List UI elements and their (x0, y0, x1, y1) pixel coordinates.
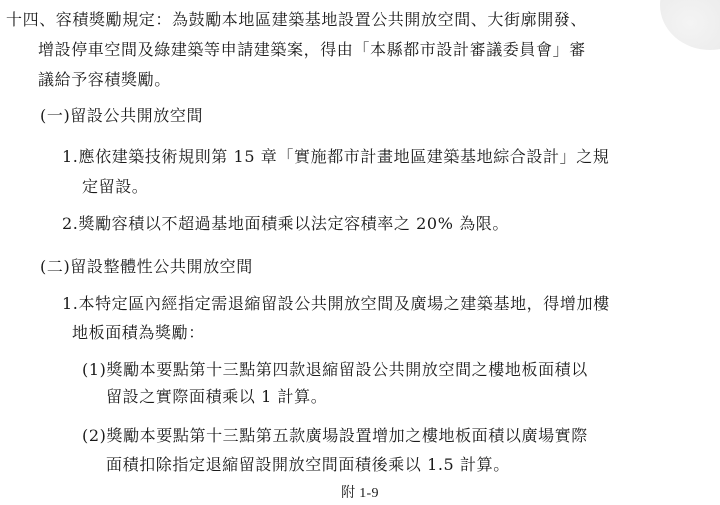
section-2-heading: (二)留設整體性公共開放空間 (40, 257, 253, 276)
section-2-subitem-2-line-1: (2)獎勵本要點第十三點第五款廣場設置增加之樓地板面積以廣場實際 (82, 426, 588, 445)
clause-14-line-1: 十四、容積獎勵規定：為鼓勵本地區建築基地設置公共開放空間、大街廓開發、 (6, 10, 588, 29)
clause-14-line-2: 增設停車空間及綠建築等申請建築案，得由「本縣都市設計審議委員會」審 (38, 40, 586, 59)
section-1-item-1-line-2: 定留設。 (82, 177, 149, 196)
section-2-subitem-1-line-1: (1)獎勵本要點第十三點第四款退縮留設公共開放空間之樓地板面積以 (82, 360, 588, 379)
page-corner-shadow (660, 0, 720, 50)
section-1-heading: (一)留設公共開放空間 (40, 106, 204, 125)
section-2-subitem-2-line-2: 面積扣除指定退縮留設開放空間面積後乘以 1.5 計算。 (106, 455, 510, 474)
section-1-item-2: 2.獎勵容積以不超過基地面積乘以法定容積率之 20% 為限。 (62, 214, 510, 233)
section-2-subitem-1-line-2: 留設之實際面積乘以 1 計算。 (106, 387, 328, 406)
section-2-item-1-line-2: 地板面積為獎勵： (72, 323, 205, 342)
section-2-item-1-line-1: 1.本特定區內經指定需退縮留設公共開放空間及廣場之建築基地，得增加樓 (62, 294, 610, 313)
page-number: 附 1-9 (341, 486, 379, 501)
section-1-item-1-line-1: 1.應依建築技術規則第 15 章「實施都市計畫地區建築基地綜合設計」之規 (62, 147, 610, 166)
clause-14-line-3: 議給予容積獎勵。 (38, 70, 171, 89)
